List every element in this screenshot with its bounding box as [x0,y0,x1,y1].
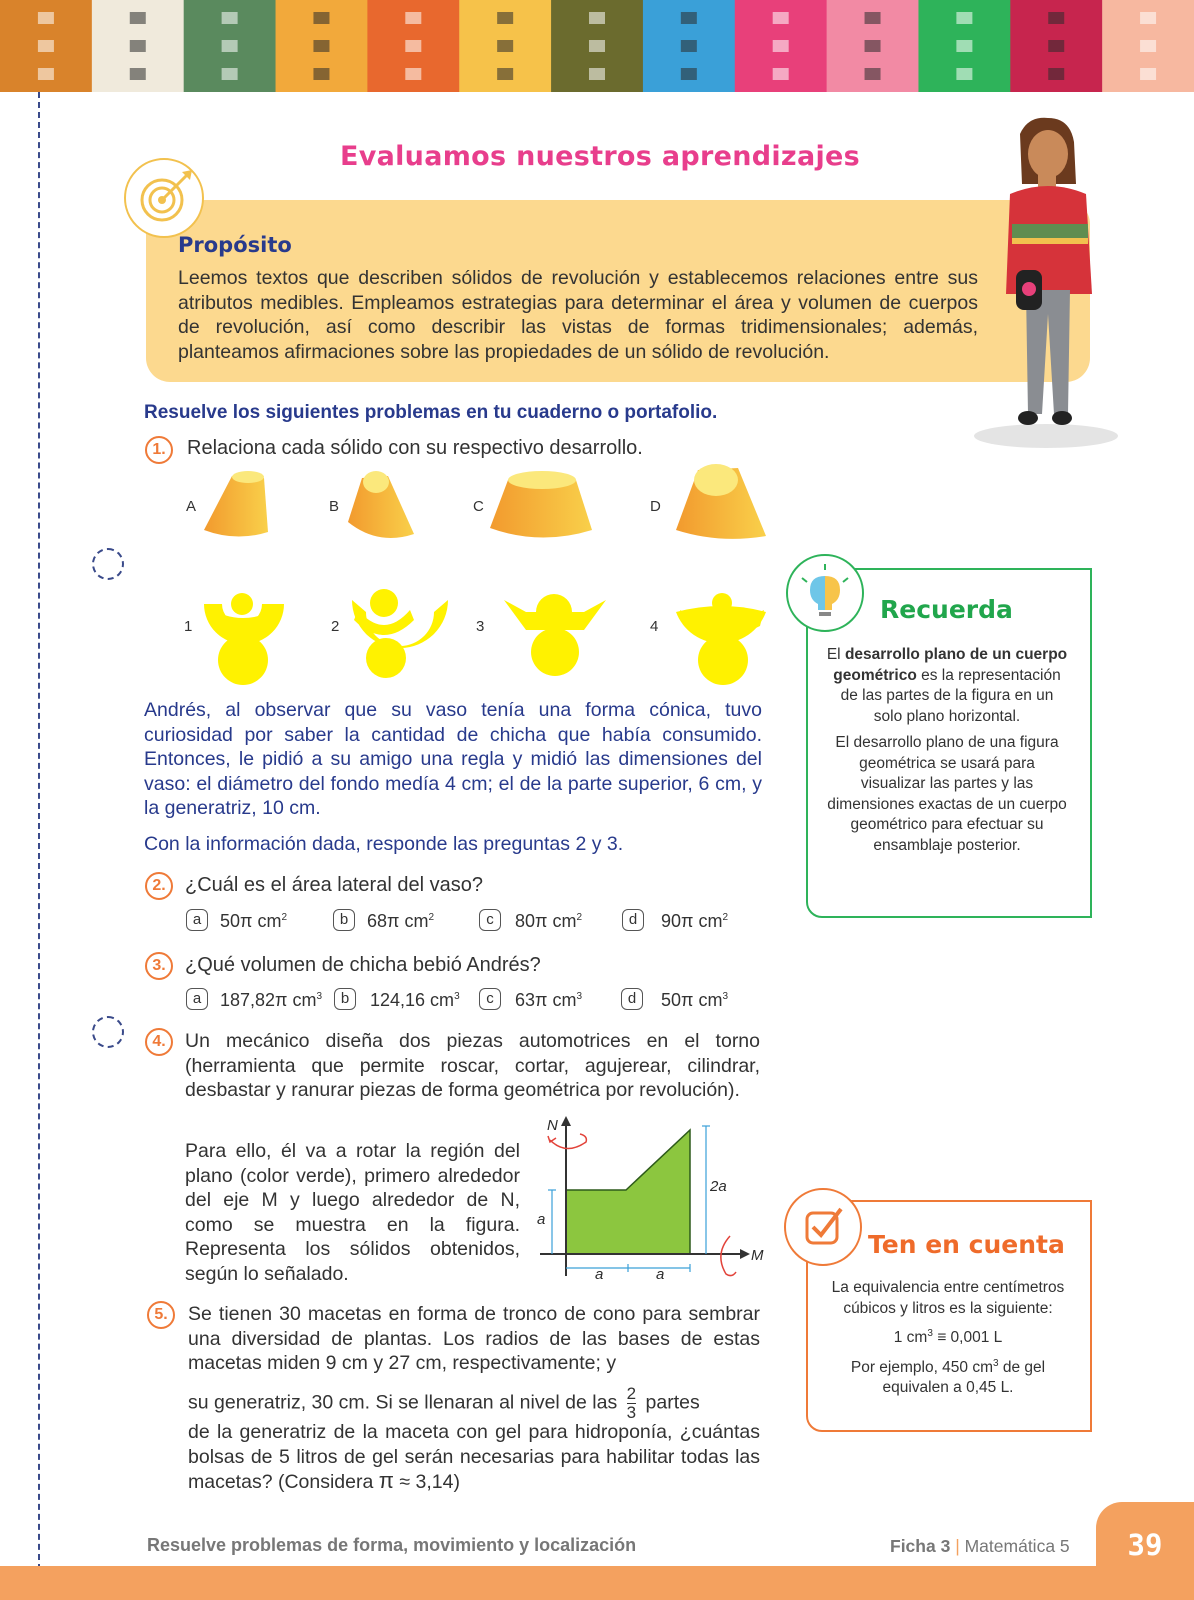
checkbox-icon [784,1188,862,1266]
development-label-2: 2 [331,618,340,635]
rotation-region-figure [530,1116,774,1292]
development-2-shape [352,589,448,678]
question-text: ¿Qué volumen de chicha bebió Andrés? [185,954,541,976]
story-paragraph: Andrés, al observar que su vaso tenía una forma cónica, tuvo curiosidad por saber la cantidad de chicha que había consumido. Entonces, le pidió a su amigo una regla y midió las dimensiones del vaso: el diámetro del fondo medía 4 cm; el de la parte superior, 6 cm, y la generatriz, 10 cm. [144,699,762,819]
footer-competency: Resuelve problemas de forma, movimiento y localización [147,1535,637,1555]
question-number: 1. [145,436,173,464]
option-value: 68π $cm^2$ [367,911,434,931]
dimension-a-label: a [537,1211,546,1228]
purpose-text: Leemos textos que describen sólidos de revolución y establecemos relaciones entre sus atributos medibles. Empleamos estrategias para determinar el área y volumen de cuerpos de revolución, así como describir las vistas de formas tridimensionales; además, planteamos afirmaciones sobre las propiedades de un sólido de revolución. [178,267,978,363]
question-text-continued: de la generatriz de la maceta con gel para hidroponía, ¿cuántas bolsas de 5 litros de gel serán necesarias para habilitar todas las macetas? (Considera π ≈ 3,14) [188,1421,760,1493]
development-4-shape [676,593,766,685]
footer-ficha: Ficha 3 | Matemática 5 [890,1536,1070,1556]
option-value: 63π $cm^3$ [515,990,582,1010]
recuerda-title: Recuerda [880,595,1013,624]
page-title: Evaluamos nuestros aprendizajes [339,141,861,172]
solid-label-a: A [186,498,197,515]
question-text: Se tienen 30 macetas en forma de tronco de cono para sembrar una diversidad de plantas. Los radios de las bases de estas macetas miden 9 cm y 27 cm, respectivamente; y [188,1303,760,1374]
option-letter[interactable]: c [479,909,501,931]
purpose-heading: Propósito [178,233,292,257]
question-text: ¿Cuál es el área lateral del vaso? [185,874,483,896]
option-letter[interactable]: d [622,909,644,931]
solid-d-shape [676,464,766,539]
solid-label-c: C [473,498,484,515]
instruction-text: Resuelve los siguientes problemas en tu cuaderno o portafolio. [144,402,718,423]
question-number: 2. [145,872,173,900]
dimension-a-label: a [656,1266,665,1283]
development-3-shape [504,594,606,676]
fraction-numerator: 2 [626,1384,637,1403]
ten-en-cuenta-text: La equivalencia entre centímetros cúbicos y litros es la siguiente: 1 $cm^3 \equiv 0,001$ L Por ejemplo, 450 $cm^3$ de gel equivalen a 0,45 L. [831,1279,1065,1397]
solid-b-shape [348,471,414,538]
question-text: Relaciona cada sólido con su respectivo desarrollo. [187,437,643,459]
axis-m-label: M [751,1247,764,1264]
footer-band [0,1566,1194,1600]
solid-a-shape [204,471,268,537]
option-letter[interactable]: d [621,988,643,1010]
brain-lightbulb-icon [786,554,864,632]
fraction-denominator: 3 [626,1403,637,1422]
option-value: 187,82π $cm^3$ [220,990,323,1010]
development-1-shape [204,593,284,685]
story-instruction: Con la información dada, responde las preguntas 2 y 3. [144,833,624,855]
development-label-4: 4 [650,618,659,635]
option-letter[interactable]: b [333,909,355,931]
dimension-a-label: a [595,1266,604,1283]
solid-label-b: B [329,498,340,515]
option-value: 90π $cm^2$ [661,911,728,931]
option-letter[interactable]: b [334,988,356,1010]
ten-en-cuenta-title: Ten en cuenta [868,1230,1065,1259]
page-number: 39 [1127,1528,1163,1562]
option-value: 124,16 $cm^3$ [370,990,460,1010]
solid-c-shape [490,471,592,538]
option-letter[interactable]: a [186,988,208,1010]
axis-n-label: N [547,1117,558,1134]
question-text-continued: Para ello, él va a rotar la región del plano (color verde), primero alrededor del eje M y luego alrededor de N, como se muestra en la figura. Representa los sólidos obtenidos, según lo señalado. [185,1140,520,1285]
development-label-3: 3 [476,618,485,635]
question-number: 3. [145,952,173,980]
option-value: 50π $cm^2$ [220,911,287,931]
solid-label-d: D [650,498,661,515]
binding-ring [92,1016,124,1048]
question-text-fraction-line: su generatriz, 30 cm. Si se llenaran al nivel de las $\frac{2}{3}$ partes [188,1384,700,1422]
dimension-2a-label: 2a [710,1178,727,1195]
question-number: 5. [147,1301,175,1329]
option-letter[interactable]: a [186,909,208,931]
option-value: 80π $cm^2$ [515,911,582,931]
question-text: Un mecánico diseña dos piezas automotrices en el torno (herramienta que permite roscar, cortar, agujerear, cilindrar, desbastar y ranurar piezas de forma geométrica por revolución). [185,1030,760,1101]
option-value: 50π $cm^3$ [661,990,728,1010]
development-label-1: 1 [184,618,193,635]
option-letter[interactable]: c [479,988,501,1010]
question-number: 4. [145,1028,173,1056]
recuerda-text: El desarrollo plano de un cuerpo geométrico es la representación de las partes de la figura en un solo plano horizontal. El desarrollo plano de una figura geométrica se usará para visualizar las partes y las dimensiones exactas de un cuerpo geométrico para efectuar su ensamblaje posterior. [826,646,1068,854]
